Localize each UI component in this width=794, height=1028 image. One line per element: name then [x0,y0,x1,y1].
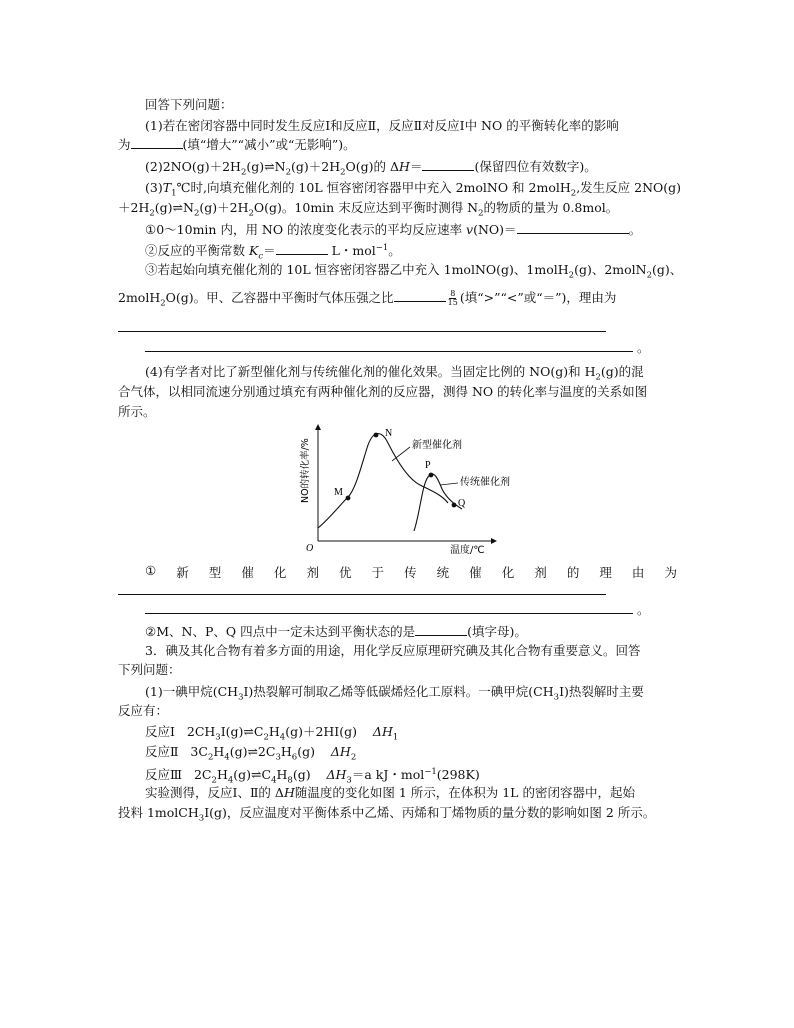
new-label-leader [392,447,410,461]
q2-part4-line1: (4)有学者对比了新型催化剂与传统催化剂的催化效果。当固定比例的 NO(g)和 $H_2(g)$的混 [145,364,644,383]
q2-part3-line1: $(3)T_1℃$时,向填充催化剂的 10L 恒容密闭容器甲中充入 2molNO 和 2molH$_2$,发生反应 2NO(g) [145,180,682,199]
char-3: 催 [241,565,254,580]
char-1: 新 [176,565,189,580]
old-catalyst-label: 传统催化剂 [460,477,510,488]
q2-part1-line2: 为 (填“增大”“减小”或“无影响”)。 [118,137,356,152]
char-15: 由 [631,565,645,580]
char-12: 剂 [534,565,547,580]
char-10: 催 [469,565,482,580]
q2-sub3-line2: 2molH$_2$O(g)。甲、乙容器中平衡时气体压强之比 $\frac{8}{15}$ (填“>”“<”或“＝”)，理由为 [118,289,617,309]
label-p: P [425,460,431,471]
char-0: ① [145,563,157,578]
figure-svg [290,423,510,556]
reaction-3: 反应Ⅲ $2C_2H_4(g)\rightleftharpoons C_4H_8(g)$ $\Delta H_3=a$ kJ・mol$^{-1}$(298K) [145,767,480,786]
fraction-8-15: $\frac{8}{15}$ [447,289,458,307]
point-p-dot [429,473,434,478]
answer-blank[interactable] [517,221,629,234]
label-n: N [385,428,393,439]
reaction-1: 反应Ⅰ $2CH_3I(g)\rightleftharpoons C_2H_4(g)+2HI(g)$ $\Delta H_1$ [145,724,399,743]
q3-exp-line1: 实验测得，反应Ⅰ、Ⅱ的 ΔH随温度的变化如图 1 所示，在体积为 1L 的密闭容器中，起始 [145,785,635,800]
q2-part4-line2: 合气体，以相同流速分别通过填充有两种催化剂的反应器，测得 NO 的转化率与温度的关系如图 [118,384,648,399]
label-m: M [334,487,343,498]
old-label-leader [440,483,458,485]
q2-c1-line [145,563,677,581]
char-14: 理 [599,565,612,580]
q2-part1-line1: (1)若在密闭容器中同时发生反应Ⅰ和反应Ⅱ，反应Ⅱ对反应Ⅰ中 NO 的平衡转化率的影响 [145,118,619,133]
char-13: 的 [566,565,580,580]
x-axis-label: 温度/℃ [450,545,485,556]
label-q: Q [458,498,466,509]
q3-exp-line2: 投料 1molCH$_3$I(g)，反应温度对平衡体系中乙烯、丙烯和丁烯物质的量分数的影响如图 2 所示。 [118,805,656,824]
answer-blank[interactable] [131,136,183,149]
answer-line[interactable] [145,613,633,614]
answer-blank[interactable] [394,289,446,302]
char-11: 化 [501,565,515,580]
reaction-2: 反应Ⅱ $3C_2H_4(g)\rightleftharpoons 2C_3H_6(g)$ $\Delta H_2$ [145,744,357,763]
q2-c2-line: ②M、N、P、Q 四点中一定未达到平衡状态的是 (填字母)。 [145,624,527,639]
answer-line[interactable] [118,331,606,332]
answer-blank[interactable] [415,623,467,636]
char-9: 统 [436,565,450,580]
answer-blank[interactable] [422,158,474,171]
q2-sub2: ②反应的平衡常数 $K_c= L$・mol$^{-1}$。 [145,243,401,262]
conversion-temperature-figure [290,423,510,557]
point-m-dot [346,496,351,501]
end-mark: 。 [637,340,650,355]
end-mark: 。 [637,602,650,617]
q2-sub3-line1: ③若起始向填充催化剂的 10L 恒容密闭容器乙中充入 1molNO(g)、1molH$_2$(g)、2molN$_2$(g)、 [145,262,683,281]
point-q-dot [452,503,457,508]
char-7: 于 [371,565,385,580]
q2-part2-line: $(2)2NO(g)+2H_2(g)\rightleftharpoons N_2(g)+2H_2O(g)$的 ΔH＝ (保留四位有效数字)。 [145,159,597,178]
answer-blank[interactable] [276,242,328,255]
traditional-catalyst-curve [414,474,462,531]
y-axis-label: NO的转化率/% [300,438,311,503]
char-8: 传 [404,565,417,580]
q2-sub1: ①0～10min 内，用 NO 的浓度变化表示的平均反应速率 v(NO)＝ 。 [145,222,642,237]
char-4: 化 [273,565,287,580]
char-5: 剂 [306,565,319,580]
q2-part4-line3: 所示。 [118,404,156,419]
q3-line1: 3．碘及其化合物有着多方面的用途，用化学反应原理研究碘及其化合物有重要意义。回答 [145,643,641,658]
answer-line[interactable] [145,351,633,352]
origin-label: O [306,543,314,554]
answer-line[interactable] [118,594,606,595]
q2-part3-line2: $+2H_2(g)\rightleftharpoons N_2(g)+2H_2O(g)$。10min 末反应达到平衡时测得 $N_2$的物质的量为 0.8mol。 [118,200,619,219]
char-16: 为 [664,565,677,580]
q3-line2: 下列问题： [118,662,181,677]
point-n-dot [374,433,379,438]
section-header: 回答下列问题： [145,97,233,112]
new-catalyst-label: 新型催化剂 [412,440,462,451]
char-2: 型 [208,565,222,580]
q3-part1-line1: (1)一碘甲烷$(CH_3I)$热裂解可制取乙烯等低碳烯烃化工原料。一碘甲烷$(CH_3I)$热裂解时主要 [145,684,644,703]
char-6: 优 [338,565,352,580]
q3-part1-line2: 反应有： [118,703,169,718]
